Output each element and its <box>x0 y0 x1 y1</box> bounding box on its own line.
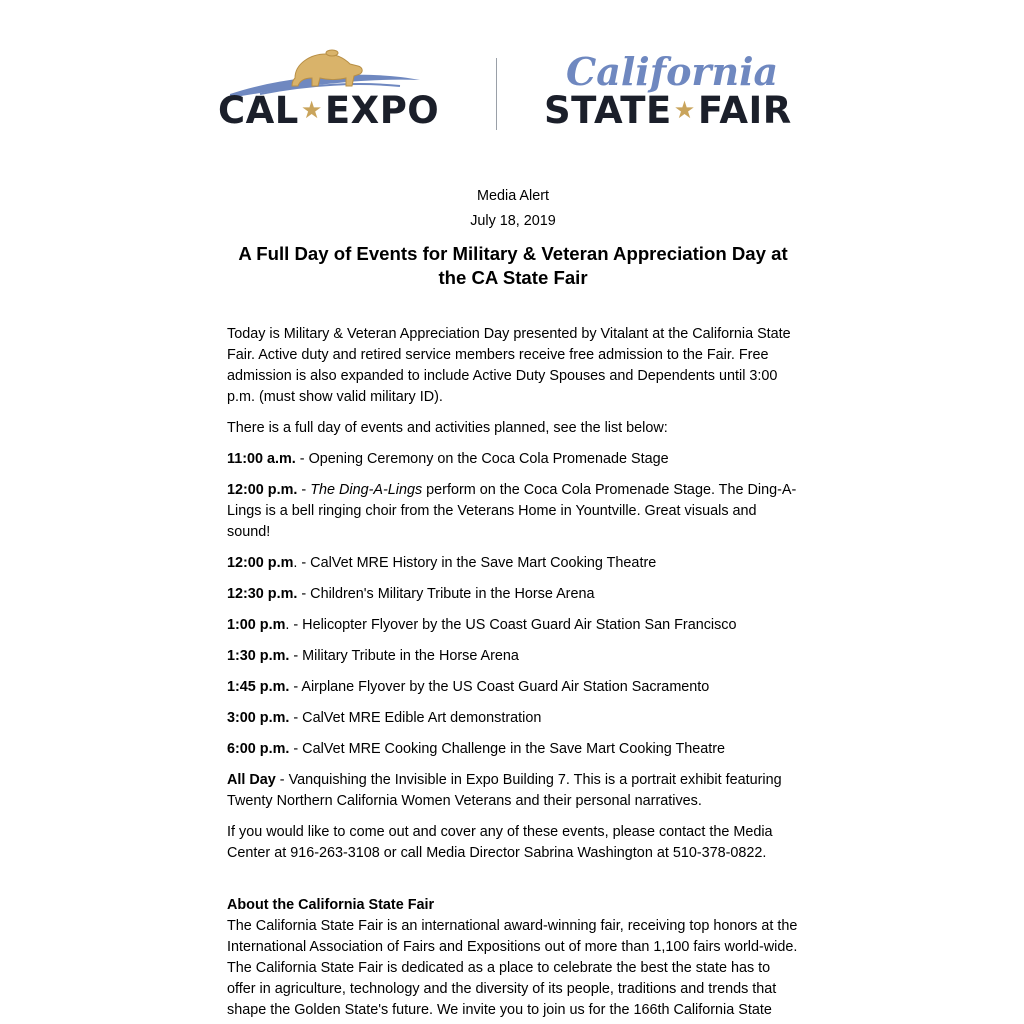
schedule-time: 12:00 p.m <box>227 555 294 571</box>
schedule-time: 3:00 p.m. <box>227 710 290 726</box>
schedule-item <box>227 584 799 605</box>
schedule-description: perform on the Coca Cola Promenade Stage. The Ding-A-Lings is a bell ringing choir from the Veterans Home in Yountville. Great visuals and sound! <box>227 482 797 540</box>
media-alert-label: Media Alert <box>477 188 549 204</box>
about-paragraph: The California State Fair is an international award-winning fair, receiving top honors at the International Association of Fairs and Expositions out of more than 1,100 fairs world-wide. The California State Fair is dedicated as a place to celebrate the best the state has to offer in agriculture, technology and the diversity of its people, traditions and trends that shape the Golden State's future. We invite you to join us for the 166th California State <box>227 918 798 1018</box>
star-icon: ★ <box>300 96 323 124</box>
logo-header <box>200 40 820 150</box>
schedule-description: - Airplane Flyover by the US Coast Guard Air Station Sacramento <box>289 679 710 695</box>
star-icon: ★ <box>673 96 696 124</box>
schedule-time: 11:00 a.m. <box>227 451 296 467</box>
schedule-item <box>227 770 799 812</box>
schedule-item <box>227 646 799 667</box>
list-intro-paragraph: There is a full day of events and activities planned, see the list below: <box>227 420 668 436</box>
schedule-item <box>227 739 799 760</box>
california-state-fair-logo <box>544 40 820 140</box>
state-fair-wordmark: STATE★FAIR <box>544 89 792 132</box>
schedule-time: 1:00 p.m <box>227 617 286 633</box>
schedule-item <box>227 449 799 470</box>
release-date: July 18, 2019 <box>470 213 556 229</box>
schedule-description: - Vanquishing the Invisible in Expo Building 7. This is a portrait exhibit featuring Twenty Northern California Women Veterans and their personal narratives. <box>227 772 782 809</box>
schedule-time: 12:00 p.m. <box>227 482 298 498</box>
schedule-time: 6:00 p.m. <box>227 741 290 757</box>
intro-paragraph: Today is Military & Veteran Appreciation Day presented by Vitalant at the California State Fair. Active duty and retired service members receive free admission to the Fair. Free admission is also expanded to include Active Duty Spouses and Dependents until 3:00 p.m. (must show valid military ID). <box>227 326 791 405</box>
document-body <box>227 186 799 1021</box>
schedule-description: - Military Tribute in the Horse Arena <box>289 648 519 664</box>
schedule-item <box>227 553 799 574</box>
california-script-wordmark: California <box>566 49 779 94</box>
schedule-description: - Children's Military Tribute in the Horse Arena <box>297 586 595 602</box>
schedule-description: . - Helicopter Flyover by the US Coast Guard Air Station San Francisco <box>285 617 737 633</box>
schedule-time: 1:45 p.m. <box>227 679 290 695</box>
cal-expo-logo <box>200 40 460 140</box>
schedule-time: 12:30 p.m. <box>227 586 298 602</box>
schedule-time: All Day <box>227 772 276 788</box>
schedule-item <box>227 677 799 698</box>
cal-expo-wordmark: CAL★EXPO <box>218 89 440 132</box>
schedule-item <box>227 708 799 729</box>
page-title: A Full Day of Events for Military & Veteran Appreciation Day at the CA State Fair <box>238 243 788 288</box>
logo-divider <box>496 58 497 130</box>
schedule-description: - Opening Ceremony on the Coca Cola Promenade Stage <box>295 451 669 467</box>
about-heading: About the California State Fair <box>227 897 435 913</box>
schedule-description: - CalVet MRE Cooking Challenge in the Save Mart Cooking Theatre <box>289 741 726 757</box>
schedule-item <box>227 615 799 636</box>
schedule-item <box>227 480 799 543</box>
contact-paragraph: If you would like to come out and cover any of these events, please contact the Media Center at 916-263-3108 or call Media Director Sabrina Washington at 510-378-0822. <box>227 824 773 861</box>
schedule-description: . - CalVet MRE History in the Save Mart Cooking Theatre <box>293 555 657 571</box>
schedule-time: 1:30 p.m. <box>227 648 290 664</box>
schedule-performer: The Ding-A-Lings <box>310 482 423 498</box>
schedule-separator: - <box>297 482 311 498</box>
schedule-description: - CalVet MRE Edible Art demonstration <box>289 710 542 726</box>
event-schedule <box>227 449 799 812</box>
